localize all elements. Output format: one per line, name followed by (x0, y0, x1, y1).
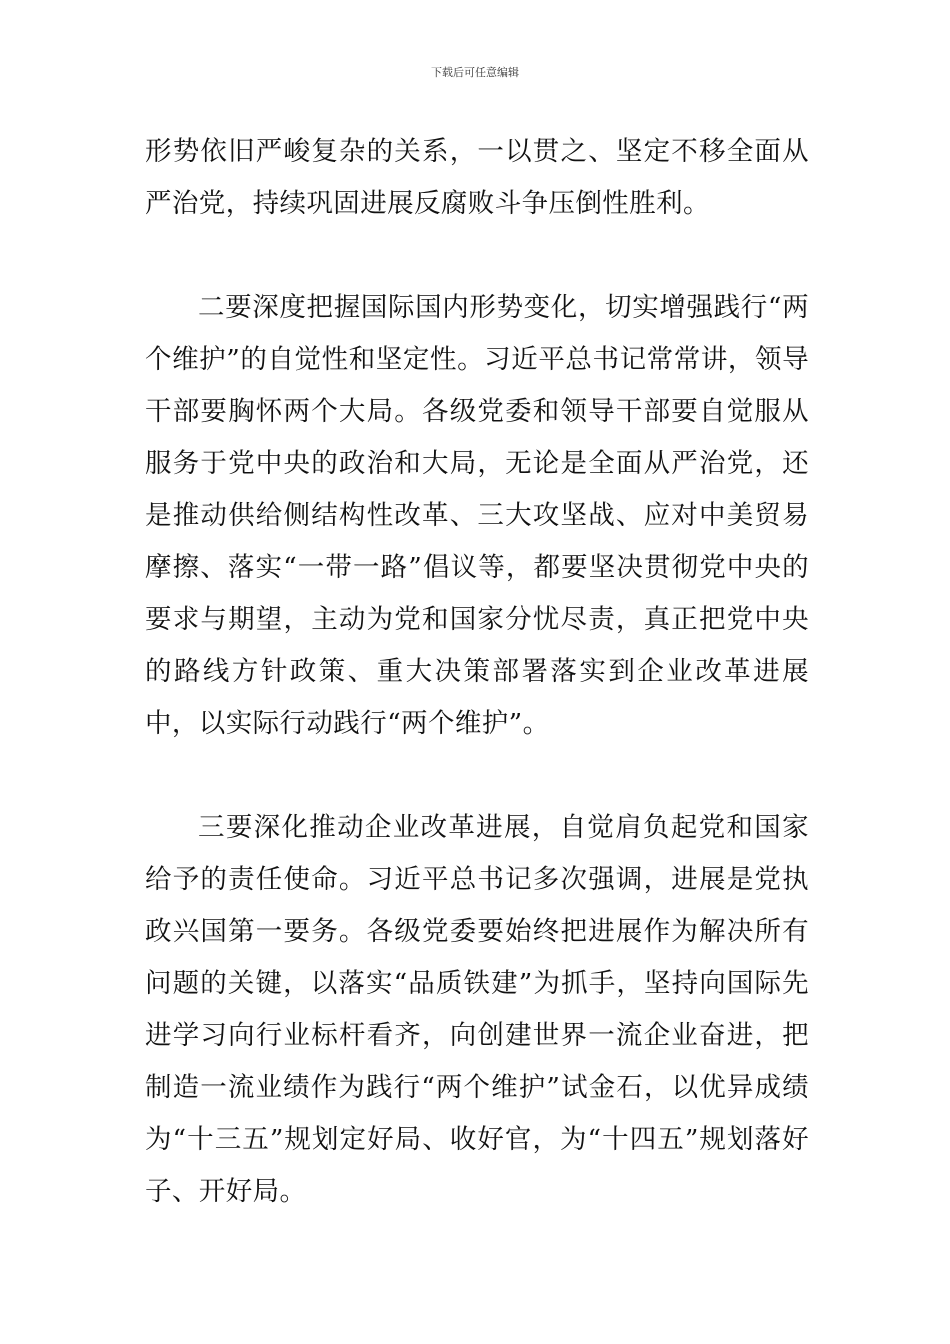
paragraph-point-two: 二要深度把握国际国内形势变化，切实增强践行“两个维护”的自觉性和坚定性。习近平总书记常常讲，领导干部要胸怀两个大局。各级党委和领导干部要自觉服从服务于党中央的政治和大局，无论是全面从严治党，还是推动供给侧结构性改革、三大攻坚战、应对中美贸易摩擦、落实“一带一路”倡议等，都要坚决贯彻党中央的要求与期望，主动为党和国家分忧尽责，真正把党中央的路线方针政策、重大决策部署落实到企业改革进展中，以实际行动践行“两个维护”。 (145, 292, 809, 739)
page-header-note: 下载后可任意编辑 (431, 66, 519, 79)
document-body (145, 126, 809, 1218)
paragraph-continuation: 形势依旧严峻复杂的关系，一以贯之、坚定不移全面从严治党，持续巩固进展反腐败斗争压倒性胜利。 (145, 136, 809, 219)
paragraph-point-three: 三要深化推动企业改革进展，自觉肩负起党和国家给予的责任使命。习近平总书记多次强调，进展是党执政兴国第一要务。各级党委要始终把进展作为解决所有问题的关键，以落实“品质铁建”为抓手，坚持向国际先进学习向行业标杆看齐，向创建世界一流企业奋进，把制造一流业绩作为践行“两个维护”试金石，以优异成绩为“十三五”规划定好局、收好官，为“十四五”规划落好子、开好局。 (145, 812, 809, 1207)
